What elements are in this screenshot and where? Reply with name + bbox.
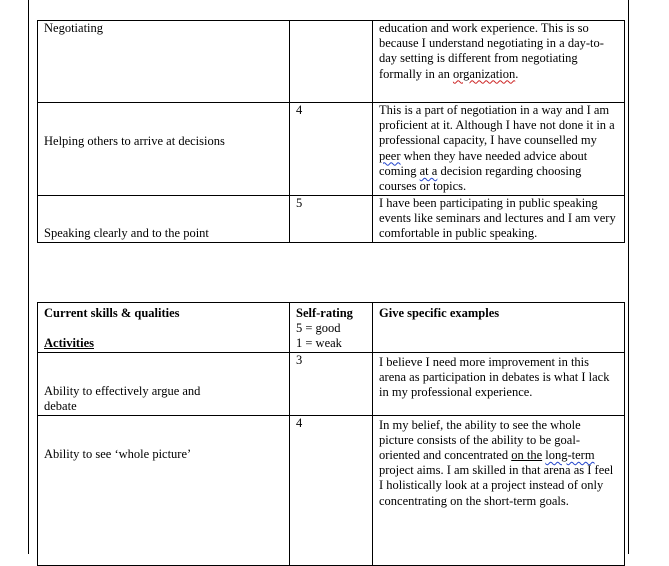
rating-header-cell [290,303,373,353]
example-text: This is a part of negotiation in a way and I am proficient at it. Although I have not done it in a professional capacity, I have counselled my [379,103,615,148]
activity-cell [38,103,290,196]
activities-heading: Activities [44,336,94,351]
table-row [38,21,625,103]
table-row [38,196,625,243]
page-margin-line-right [628,0,629,554]
rating-cell [290,196,373,243]
table-row [38,415,625,565]
example-cell [373,103,625,196]
rating-cell [290,21,373,103]
skills-header-cell [38,303,290,353]
example-text: when they have needed advice about coming [379,148,588,178]
activity-label: Ability to effectively argue and debate [44,383,201,413]
example-text: In my belief, the ability to see the whole picture consists of the ability to be goal-oriented and concentrated [379,417,581,463]
skills-rating-table [37,302,625,566]
activity-label: Ability to see ‘whole picture’ [44,446,192,461]
page-margin-line-left [28,0,29,554]
example-text: education and work experience. This is so because I understand negotiating in a day-to-day setting is different from negotiating formally in an [379,21,604,81]
examples-header-cell [373,303,625,353]
example-cell [373,196,625,243]
activity-cell [38,21,290,103]
activity-cell [38,196,290,243]
skills-table-continued [37,20,625,243]
grammar-flag: peer [379,148,401,163]
example-text: . [515,66,519,81]
rating-cell [290,352,373,415]
grammar-flag: at a [419,163,438,178]
example-cell [373,21,625,103]
header-row [38,303,625,353]
activity-cell [38,352,290,415]
activity-label: Speaking clearly and to the point [44,226,209,240]
table-row [38,103,625,196]
example-text: project aims. I am skilled in that arena as I feel I holistically look at a project instead of only concentrating on the short-term goals. [379,463,614,508]
rating-value: 4 [296,415,303,430]
skills-heading: Current skills & qualities [44,306,180,320]
table-row [38,352,625,415]
activity-label: Helping others to arrive at decisions [44,134,225,148]
example-text: I believe I need more improvement in this arena as participation in debates is what I lack in my professional experience. [379,354,610,400]
rating-cell [290,103,373,196]
example-cell [373,352,625,415]
grammar-flag: long-term [545,448,595,463]
rating-scale-weak: 1 = weak [296,336,342,351]
example-text: I have been participating in public speaking events like seminars and lectures and I am very comfortable in public speaking. [379,196,616,241]
activity-cell [38,415,290,565]
example-text: decision regarding choosing courses or topics. [379,163,582,194]
rating-heading: Self-rating [296,306,353,320]
example-cell [373,415,625,565]
rating-value: 5 [296,196,303,210]
activity-label: Negotiating [44,21,104,35]
examples-heading: Give specific examples [379,306,500,320]
grammar-flag: organization [452,66,516,81]
rating-scale-good: 5 = good [296,321,341,336]
grammar-flag: on the [511,448,543,463]
rating-value: 4 [296,103,303,117]
rating-cell [290,415,373,565]
rating-value: 3 [296,352,303,367]
